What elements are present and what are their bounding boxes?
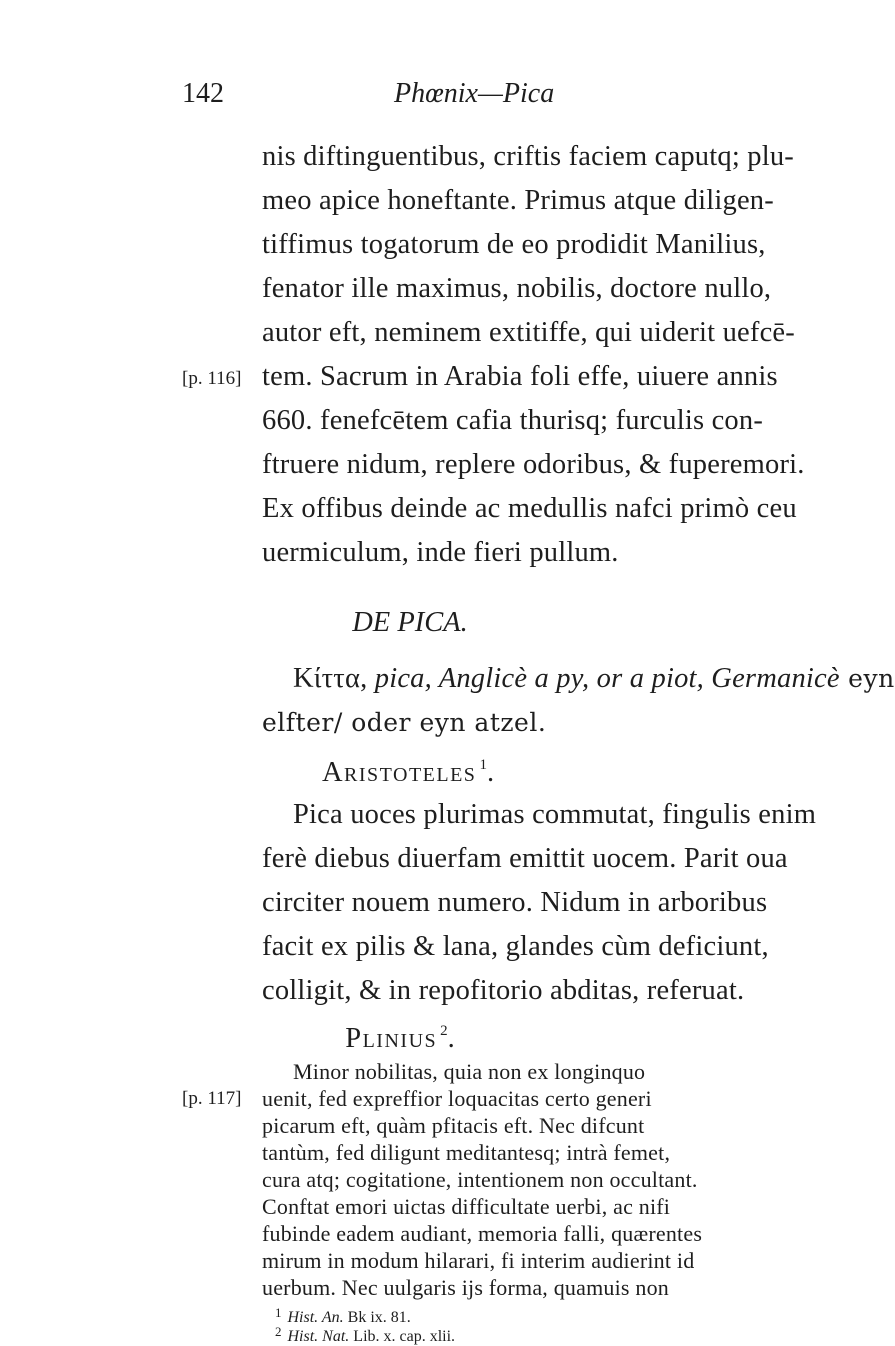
text-line: Ex offibus deinde ac medullis nafci primò ceu [262, 493, 797, 524]
text-line: ferè diebus diuerfam emittit uocem. Parit oua [262, 843, 788, 874]
aristoteles-heading: Aristoteles $^1$. [321, 757, 495, 788]
text-line: fubinde eadem audiant, memoria falli, quærentes [262, 1221, 703, 1246]
text-line: ftruere nidum, replere odoribus, & fuperemori. [262, 449, 805, 480]
text-line: nis diftinguentibus, criftis faciem caputq; plu- [262, 141, 794, 172]
footnote-ref: Hist. Nat. [287, 1328, 350, 1345]
text-line: Conftat emori uictas difficultate uerbi, ac nifi [262, 1194, 671, 1219]
text-line: meo apice honeftante. Primus atque diligen- [262, 185, 774, 216]
text-line: mirum in modum hilarari, fi interim audierint id [262, 1248, 695, 1273]
text-line: uenit, fed expreffior loquacitas certo generi [262, 1086, 652, 1111]
names-german-line: elfter/ oder eyn atzel. [262, 708, 547, 737]
text-line: tiffimus togatorum de eo prodidit Manilius, [262, 229, 766, 260]
footnote-marker: 2 [440, 1023, 448, 1039]
text-line: 660. fenefcētem cafia thurisq; furculis con- [262, 405, 764, 436]
page-number: 142 [182, 78, 224, 109]
footnote-text: Lib. x. cap. xlii. [349, 1328, 456, 1345]
text-line: uermiculum, inde fieri pullum. [262, 537, 619, 568]
text-line: tem. Sacrum in Arabia foli effe, uiuere annis [262, 361, 778, 392]
margin-page-ref: [p. 117] [182, 1088, 242, 1109]
text-line: uerbum. Nec uulgaris ijs forma, quamuis non [262, 1275, 669, 1300]
margin-page-ref: [p. 116] [182, 368, 242, 389]
footnote [275, 1323, 455, 1346]
text-line: colligit, & in repofitorio abditas, referuat. [262, 975, 745, 1006]
text-line: Pica uoces plurimas commutat, fingulis enim [293, 799, 817, 830]
text-line: tantùm, fed diligunt meditantesq; intrà femet, [262, 1140, 671, 1165]
plinius-heading: Plinius $^2$. [345, 1023, 455, 1054]
section-heading: DE PICA. [352, 607, 468, 638]
names-german: eyn [839, 664, 895, 693]
running-title: Phœnix—Pica [394, 78, 555, 109]
text-line: facit ex pilis & lana, glandes cùm deficiunt, [262, 931, 769, 962]
footnote-number: 1 [275, 1305, 282, 1320]
text-line: Minor nobilitas, quia non ex longinquo [293, 1059, 646, 1084]
names-latin: pica, Anglicè a py, or a piot, Germanicè [367, 663, 840, 694]
text-line: picarum eft, quàm pfitacis eft. Nec difcunt [262, 1113, 645, 1138]
text-line: circiter nouem numero. Nidum in arboribus [262, 887, 768, 918]
footnote-marker: 1 [479, 757, 487, 773]
greek-name: Κίττα, [293, 663, 368, 694]
text-line: autor eft, neminem extitiffe, qui uiderit uefcē- [262, 317, 795, 348]
names-line [293, 659, 895, 699]
text-line: cura atq; cogitatione, intentionem non occultant. [262, 1167, 698, 1192]
page-header [0, 78, 800, 118]
footnote-ref: Hist. An. [287, 1309, 344, 1326]
footnote-number: 2 [275, 1324, 282, 1339]
text-line: fenator ille maximus, nobilis, doctore nullo, [262, 273, 772, 304]
footnote-text: Bk ix. 81. [343, 1309, 411, 1326]
